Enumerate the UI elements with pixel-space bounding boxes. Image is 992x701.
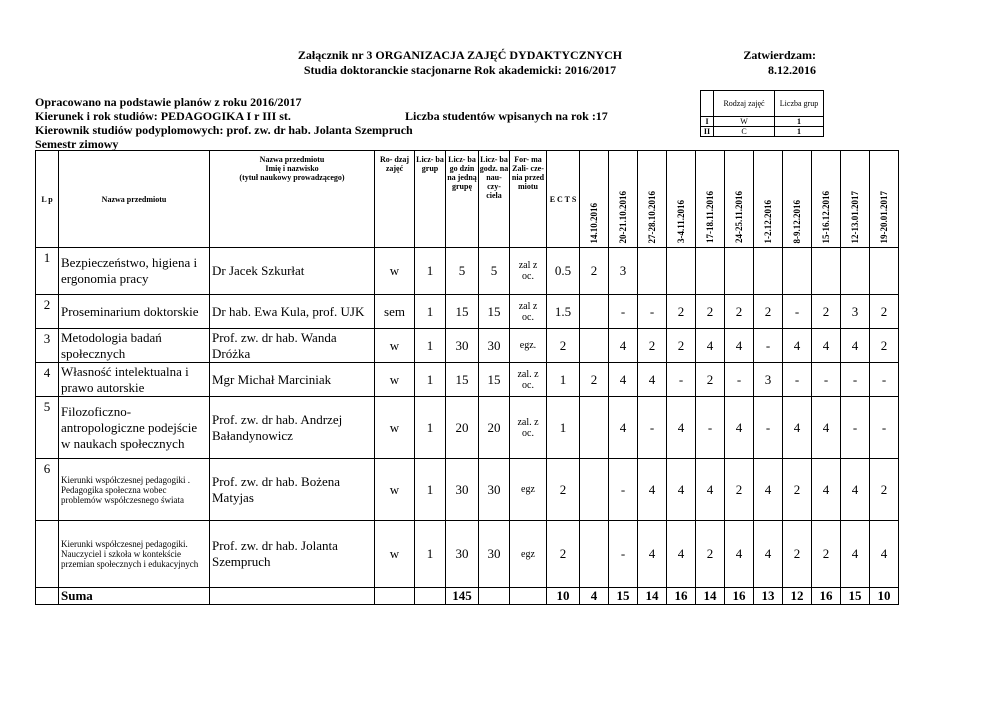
col-date: 27-28.10.2016 [638,151,667,248]
row-date-hours: 2 [812,295,841,329]
row-date-hours: 4 [667,397,696,459]
row-date-hours: 2 [580,248,609,295]
row-ects: 0.5 [547,248,580,295]
row-form: zal. z oc. [510,397,547,459]
row-date-hours [580,295,609,329]
col-date: 24-25.11.2016 [725,151,754,248]
row-form: zal z oc. [510,248,547,295]
col-date: 3-4.11.2016 [667,151,696,248]
row-date-hours [580,329,609,363]
row-date-hours: 4 [696,459,725,521]
row-date-hours: 2 [812,521,841,588]
sum-ects: 10 [547,588,580,605]
col-ects: E C T S [547,151,580,248]
sum-date-hours: 15 [841,588,870,605]
row-type: w [375,459,415,521]
col-date: 1-2.12.2016 [754,151,783,248]
sum-empty [415,588,446,605]
row-hours-teacher: 5 [479,248,510,295]
row-date-hours: - [609,459,638,521]
col-form: For- ma Zali- cze- nia przed miotu [510,151,547,248]
col-hours-group: Licz- ba go dzin na jedną grupę [446,151,479,248]
legend-groups: 1 [775,117,824,127]
sum-date-hours: 16 [667,588,696,605]
plan-line: Opracowano na podstawie planów z roku 2016/2017 [35,95,302,109]
row-date-hours: 2 [783,521,812,588]
sum-date-hours: 14 [696,588,725,605]
row-form: zal. z oc. [510,363,547,397]
row-date-hours: 4 [812,329,841,363]
row-date-hours: 4 [870,521,899,588]
col-teacher-l3: (tytuł naukowy prowadzącego) [239,173,345,182]
sum-date-hours: 16 [812,588,841,605]
sum-row [36,588,899,605]
row-date-hours: 4 [783,329,812,363]
row-date-hours: - [638,295,667,329]
row-hours-teacher: 20 [479,397,510,459]
row-date-hours: 2 [870,329,899,363]
row-subject: Proseminarium doktorskie [59,295,210,329]
row-teacher: Prof. zw. dr hab. Bożena Matyjas [210,459,375,521]
row-subject: Własność intelektualna i prawo autorskie [59,363,210,397]
legend-type: W [714,117,775,127]
row-hours-group: 30 [446,459,479,521]
row-hours-teacher: 15 [479,295,510,329]
row-hours-teacher: 30 [479,521,510,588]
row-subject: Metodologia badań społecznych [59,329,210,363]
row-hours-teacher: 30 [479,329,510,363]
row-lp: 6 [36,459,59,521]
sum-empty [375,588,415,605]
document-title [270,48,650,78]
row-date-hours [580,397,609,459]
students-line: Liczba studentów wpisanych na rok :17 [405,109,608,123]
row-groups: 1 [415,248,446,295]
col-lp: L p [36,151,59,248]
row-groups: 1 [415,295,446,329]
row-groups: 1 [415,397,446,459]
sum-hours: 145 [446,588,479,605]
row-date-hours: - [870,397,899,459]
row-date-hours: 2 [696,521,725,588]
legend-type-header: Rodzaj zajęć [714,91,775,117]
row-date-hours: 4 [812,397,841,459]
row-lp: 3 [36,329,59,363]
row-ects: 2 [547,459,580,521]
row-date-hours: - [870,363,899,397]
schedule-table [35,150,899,605]
row-date-hours [841,248,870,295]
row-date-hours: 3 [841,295,870,329]
row-date-hours: 4 [638,459,667,521]
legend-roman: I [701,117,714,127]
row-lp: 1 [36,248,59,295]
row-date-hours: 4 [725,329,754,363]
row-date-hours: 4 [841,521,870,588]
col-teacher [210,151,375,248]
row-date-hours: 4 [725,397,754,459]
row-date-hours: 4 [841,459,870,521]
row-date-hours: 2 [870,295,899,329]
row-type: w [375,363,415,397]
row-ects: 1 [547,397,580,459]
row-date-hours: 4 [725,521,754,588]
header-row [36,151,899,248]
row-type: sem [375,295,415,329]
col-date: 19-20.01.2017 [870,151,899,248]
legend-groups: 1 [775,127,824,137]
row-date-hours: 3 [609,248,638,295]
col-date: 17-18.11.2016 [696,151,725,248]
row-date-hours: - [754,397,783,459]
col-date: 20-21.10.2016 [609,151,638,248]
row-date-hours: 4 [783,397,812,459]
legend-roman: II [701,127,714,137]
row-date-hours: - [783,363,812,397]
row-date-hours [580,521,609,588]
sum-date-hours: 14 [638,588,667,605]
row-hours-group: 5 [446,248,479,295]
col-groups: Licz- ba grup [415,151,446,248]
row-subject: Bezpieczeństwo, higiena i ergonomia pracy [59,248,210,295]
col-teacher-l1: Nazwa przedmiotu [259,155,325,164]
row-date-hours: 2 [580,363,609,397]
row-form: zal z oc. [510,295,547,329]
row-date-hours: - [609,295,638,329]
table-row [36,397,899,459]
row-date-hours: 2 [696,295,725,329]
row-date-hours: - [696,397,725,459]
sum-date-hours: 12 [783,588,812,605]
sum-date-hours: 10 [870,588,899,605]
row-date-hours: 2 [696,363,725,397]
row-teacher: Prof. zw. dr hab. Andrzej Bałandynowicz [210,397,375,459]
col-date: 12-13.01.2017 [841,151,870,248]
row-hours-group: 15 [446,295,479,329]
col-type: Ro- dzaj zajęć [375,151,415,248]
row-ects: 1.5 [547,295,580,329]
table-row [36,363,899,397]
row-hours-group: 15 [446,363,479,397]
row-ects: 2 [547,329,580,363]
col-date: 8-9.12.2016 [783,151,812,248]
row-date-hours: 4 [812,459,841,521]
row-ects: 1 [547,363,580,397]
sum-empty [210,588,375,605]
row-date-hours: 2 [754,295,783,329]
row-lp: 2 [36,295,59,329]
row-date-hours [696,248,725,295]
sum-label: Suma [59,588,210,605]
row-hours-group: 30 [446,329,479,363]
row-lp: 4 [36,363,59,397]
title-line-1: Załącznik nr 3 ORGANIZACJA ZAJĘĆ DYDAKTYCZNYCH [297,48,623,62]
row-date-hours: - [609,521,638,588]
row-date-hours: 4 [754,459,783,521]
col-date: 14.10.2016 [580,151,609,248]
table-row [36,521,899,588]
row-date-hours [725,248,754,295]
row-date-hours: - [841,363,870,397]
row-date-hours: 4 [609,397,638,459]
row-date-hours: 2 [870,459,899,521]
row-date-hours: 4 [638,521,667,588]
table-row [36,248,899,295]
row-teacher: Dr hab. Ewa Kula, prof. UJK [210,295,375,329]
row-date-hours [783,248,812,295]
row-date-hours: 4 [754,521,783,588]
direction-line: Kierunek i rok studiów: PEDAGOGIKA I r III st. [35,109,291,123]
semester-line: Semestr zimowy [35,137,119,151]
legend-table [700,90,824,137]
approve-label: Zatwierdzam: [743,48,816,62]
row-hours-teacher: 30 [479,459,510,521]
row-form: egz [510,459,547,521]
row-teacher: Dr Jacek Szkurłat [210,248,375,295]
approve-date: 8.12.2016 [768,63,816,77]
col-date: 15-16.12.2016 [812,151,841,248]
col-teacher-l2: Imię i nazwisko [265,164,319,173]
sum-empty [36,588,59,605]
row-type: w [375,248,415,295]
row-teacher: Prof. zw. dr hab. Wanda Dróżka [210,329,375,363]
row-date-hours: 2 [638,329,667,363]
sum-date-hours: 15 [609,588,638,605]
row-date-hours: 2 [783,459,812,521]
row-date-hours: - [754,329,783,363]
row-groups: 1 [415,363,446,397]
row-date-hours: 4 [841,329,870,363]
row-date-hours [870,248,899,295]
table-row [36,295,899,329]
row-date-hours: - [812,363,841,397]
row-date-hours [580,459,609,521]
row-date-hours [638,248,667,295]
row-date-hours [812,248,841,295]
col-subject: Nazwa przedmiotu [59,151,210,248]
row-type: w [375,329,415,363]
row-teacher: Mgr Michał Marciniak [210,363,375,397]
sum-empty [479,588,510,605]
row-date-hours: 4 [667,459,696,521]
row-date-hours [667,248,696,295]
row-date-hours: 4 [609,363,638,397]
sum-empty [510,588,547,605]
row-subject: Kierunki współczesnej pedagogiki. Nauczyciel i szkoła w kontekście przemian społecznych i edukacyjnych [59,521,210,588]
row-date-hours: 2 [725,295,754,329]
row-groups: 1 [415,329,446,363]
row-date-hours: 2 [667,329,696,363]
row-date-hours: 4 [667,521,696,588]
row-date-hours: - [638,397,667,459]
approval-block [720,48,816,78]
row-lp [36,521,59,588]
title-line-2: Studia doktoranckie stacjonarne Rok akademicki: 2016/2017 [303,63,617,77]
row-subject: Kierunki współczesnej pedagogiki . Pedagogika społeczna wobec problemów współczesnego świata [59,459,210,521]
row-date-hours: 4 [638,363,667,397]
row-lp: 5 [36,397,59,459]
info-block [35,95,413,151]
row-hours-group: 30 [446,521,479,588]
row-date-hours: - [841,397,870,459]
row-date-hours: 2 [725,459,754,521]
head-line: Kierownik studiów podyplomowych: prof. zw. dr hab. Jolanta Szempruch [35,123,413,137]
sum-date-hours: 13 [754,588,783,605]
row-type: w [375,397,415,459]
row-date-hours: - [783,295,812,329]
row-date-hours: - [667,363,696,397]
row-date-hours [754,248,783,295]
row-date-hours: 4 [609,329,638,363]
legend-empty-cell [701,91,714,117]
row-groups: 1 [415,459,446,521]
row-date-hours: 4 [696,329,725,363]
sum-date-hours: 16 [725,588,754,605]
row-date-hours: - [725,363,754,397]
sum-date-hours: 4 [580,588,609,605]
row-teacher: Prof. zw. dr hab. Jolanta Szempruch [210,521,375,588]
row-subject: Filozoficzno-antropologiczne podejście w naukach społecznych [59,397,210,459]
row-hours-group: 20 [446,397,479,459]
col-hours-teacher: Licz- ba godz. na nau- czy- ciela [479,151,510,248]
legend-type: C [714,127,775,137]
table-row [36,329,899,363]
row-hours-teacher: 15 [479,363,510,397]
row-date-hours: 2 [667,295,696,329]
row-type: w [375,521,415,588]
table-row [36,459,899,521]
row-date-hours: 3 [754,363,783,397]
row-groups: 1 [415,521,446,588]
row-form: egz [510,521,547,588]
row-form: egz. [510,329,547,363]
row-ects: 2 [547,521,580,588]
legend-groups-header: Liczba grup [775,91,824,117]
